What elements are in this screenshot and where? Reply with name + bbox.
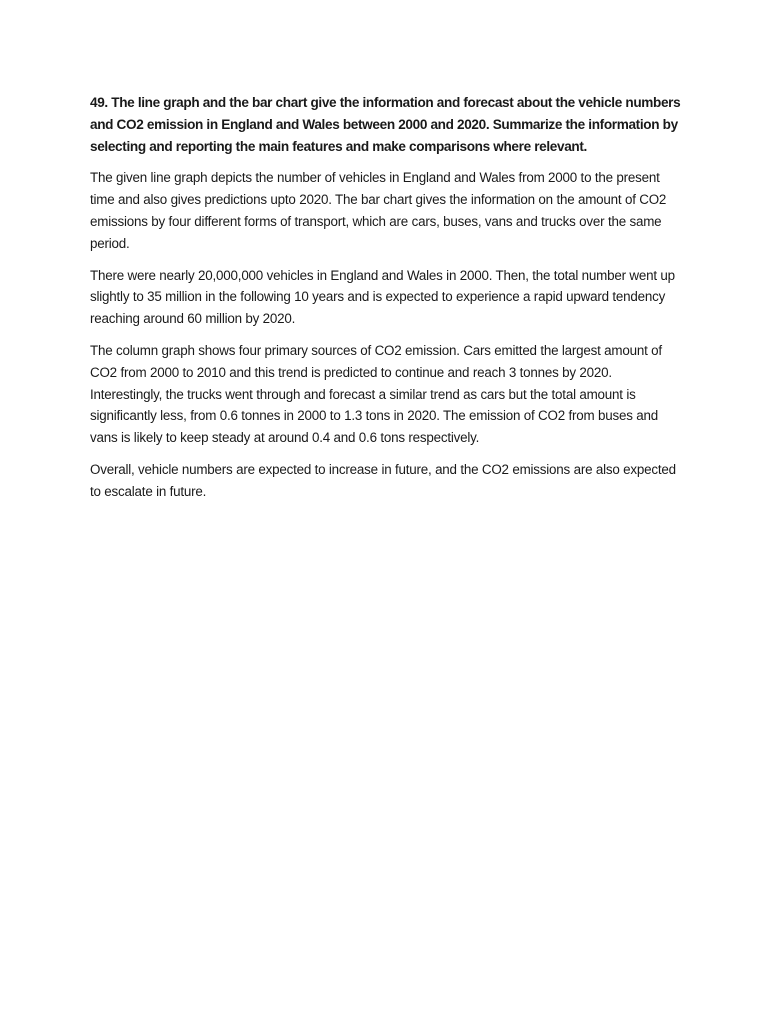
document-page [90, 92, 682, 513]
paragraph-overall: Overall, vehicle numbers are expected to increase in future, and the CO2 emissions are also expected to escalate in future. [90, 461, 676, 499]
paragraph-vehicle-numbers: There were nearly 20,000,000 vehicles in England and Wales in 2000. Then, the total number went up slightly to 35 million in the following 10 years and is expected to experience a rapid upward tendency reaching around 60 million by 2020. [90, 267, 675, 327]
question-heading: 49. The line graph and the bar chart give the information and forecast about the vehicle numbers and CO2 emission in England and Wales between 2000 and 2020. Summarize the information by selecting and reporting the main features and make comparisons where relevant. [90, 95, 681, 154]
paragraph-co2-emissions: The column graph shows four primary sources of CO2 emission. Cars emitted the largest amount of CO2 from 2000 to 2010 and this trend is predicted to continue and reach 3 tonnes by 2020. Interestingly, the trucks went through and forecast a similar trend as cars but the total amount is significantly less, from 0.6 tonnes in 2000 to 1.3 tons in 2020. The emission of CO2 from buses and vans is likely to keep steady at around 0.4 and 0.6 tons respectively. [90, 342, 662, 446]
paragraph-introduction: The given line graph depicts the number of vehicles in England and Wales from 2000 to the present time and also gives predictions upto 2020. The bar chart gives the information on the amount of CO2 emissions by four different forms of transport, which are cars, buses, vans and trucks over the same period. [90, 170, 667, 251]
